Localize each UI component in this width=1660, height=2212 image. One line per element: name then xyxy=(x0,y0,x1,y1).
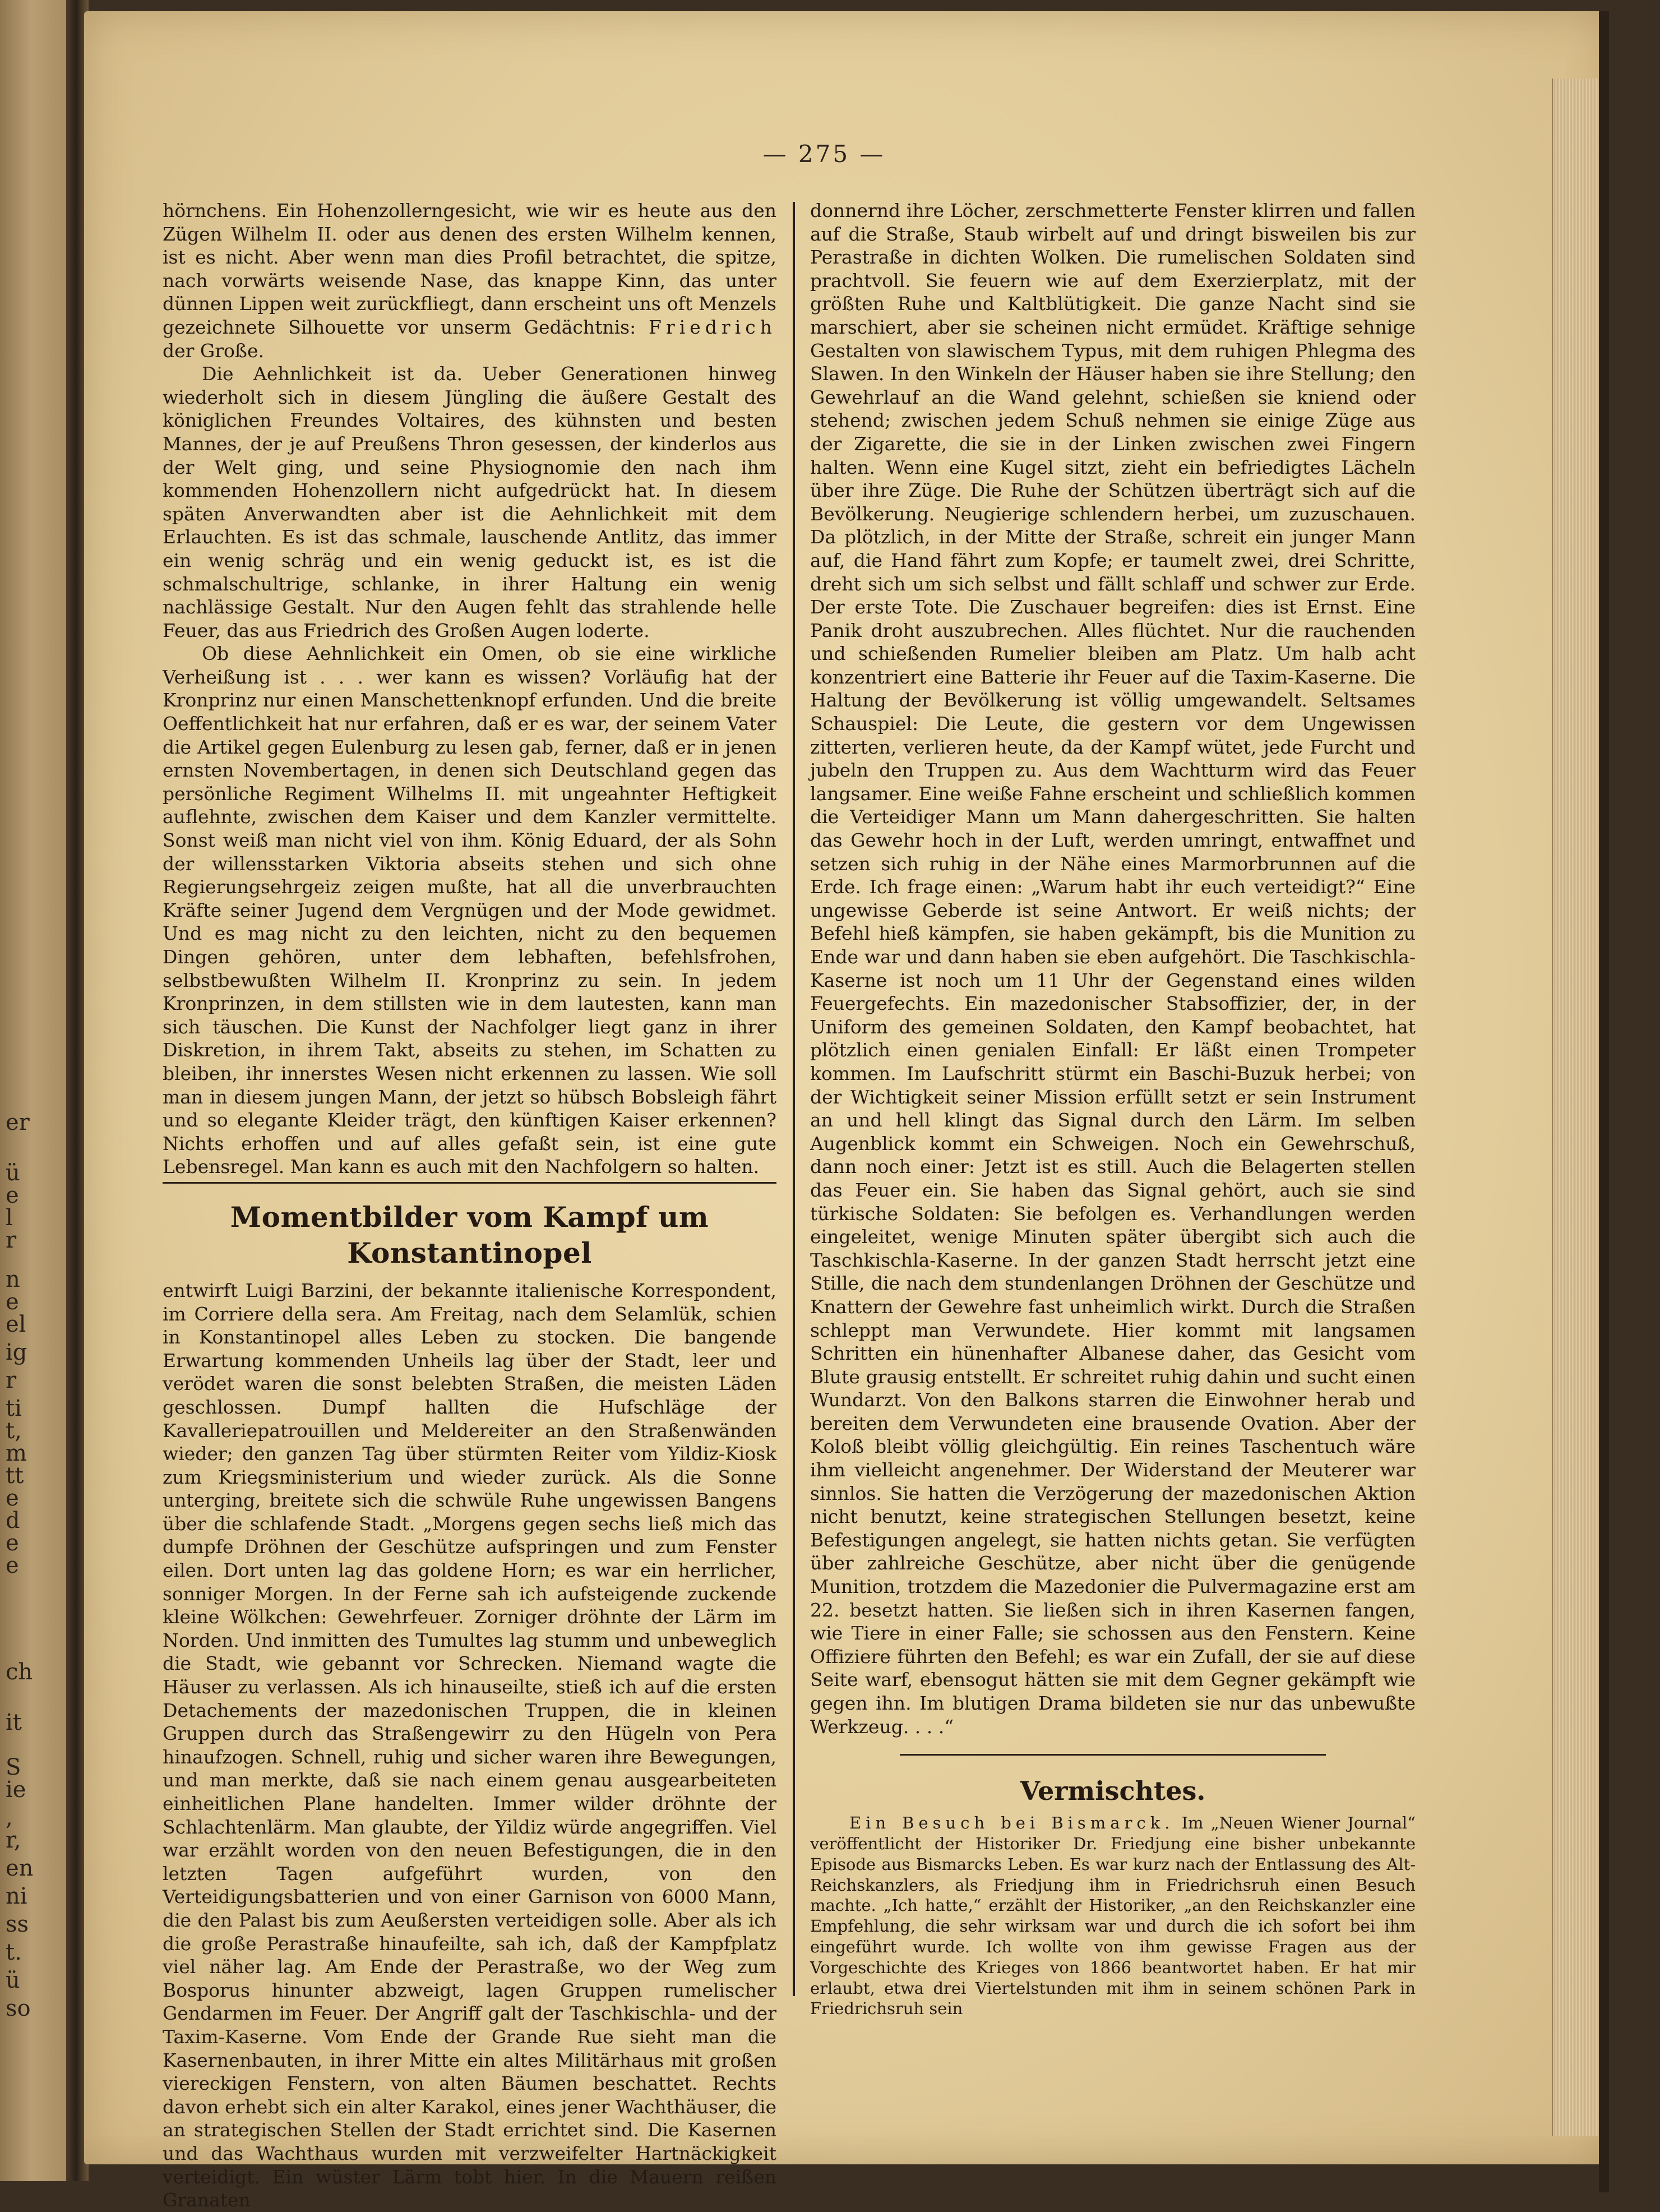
previous-page-fragment: n xyxy=(6,1267,20,1292)
previous-page-fragment: d xyxy=(6,1508,20,1534)
previous-page-fragment: e xyxy=(6,1530,19,1556)
right-column xyxy=(810,199,1416,2019)
article-divider xyxy=(163,1182,776,1184)
previous-page-fragment: r xyxy=(6,1227,17,1253)
article-headline: Momentbilder vom Kampf um Konstantinopel xyxy=(230,1200,709,1269)
previous-page-fragment: e xyxy=(6,1553,19,1578)
article-paragraph: Ein Besuch bei Bismarck. Im „Neuen Wiener Journal“ veröffentlicht der Historiker Dr. Friedjung eine bisher unbekannte Episode aus Bismarcks Leben. Es war kurz nach der Entlassung des Alt-Reichskanzlers, als Friedjung ihm in Friedrichsruh einen Besuch machte. „Ich hatte,“ erzählt der Historiker, „an den Reichskanzler eine Empfehlung, die sehr wirksam war und durch die ich sofort bei ihm eingeführt wurde. Ich wollte von ihm gewisse Fragen aus der Vorgeschichte des Krieges von 1866 beantwortet haben. Er hat mir erlaubt, etwa drei Viertelstunden mit ihm in seinem schönen Park in Friedrichsruh sein xyxy=(810,1813,1416,2019)
previous-page-fragment: t, xyxy=(6,1418,22,1444)
previous-page-fragment: l xyxy=(6,1205,13,1231)
article-paragraph: Ob diese Aehnlichkeit ein Omen, ob sie eine wirkliche Verheißung ist . . . wer kann es wissen? Vorläufig hat der Kronprinz nur einen Manschettenknopf erfunden. Und die breite Oeffentlichkeit hat nur erfahren, daß er es war, der seinem Vater die Artikel gegen Eulenburg zu lesen gab, ferner, daß er in jenen ernsten Novembertagen, in denen sich Deutschland gegen das persönliche Regiment Wilhelms II. mit ungeahnter Heftigkeit auflehnte, zwischen dem Kaiser und dem Kanzler vermittelte. Sonst weiß man nicht viel von ihm. König Eduard, der als Sohn der willensstarken Viktoria abseits stehen und sich ohne Regierungsehrgeiz zeigen mußte, hat all die unverbrauchten Kräfte seiner Jugend dem Vergnügen und der Mode gewidmet. Und es mag nicht zu den leichten, nicht zu den bequemen Dingen gehören, unter dem lebhaften, befehlsfrohen, selbstbewußten Wilhelm II. Kronprinz zu sein. In jedem Kronprinzen, in dem stillsten wie in dem lautesten, kann man sich täuschen. Die Kunst der Nachfolger liegt ganz in ihrer Diskretion, in ihrem Takt, abseits zu stehen, im Schatten zu bleiben, ihr innerstes Wesen nicht erkennen zu lassen. Wie soll man in diesem jungen Mann, der jetzt so hübsch Bobsleigh fährt und so elegante Kleider trägt, den künftigen Kaiser erkennen? Nichts erhoffen und auf alles gefaßt sein, ist eine gute Lebensregel. Man kann es auch mit den Nachfolgern so halten. xyxy=(163,643,776,1178)
previous-page-fragment: r, xyxy=(6,1827,21,1853)
previous-page-fragment: ss xyxy=(6,1911,29,1937)
page-number: — 275 — xyxy=(762,140,886,168)
item-lead: Ein Besuch bei Bismarck. xyxy=(849,1813,1175,1833)
previous-page-fragment: ü xyxy=(6,1968,20,1993)
left-column xyxy=(163,199,776,2212)
previous-page-fragment: t. xyxy=(6,1939,22,1965)
previous-page-fragment: e xyxy=(6,1289,19,1315)
previous-page-fragment: e xyxy=(6,1183,19,1208)
previous-page-fragment: tt xyxy=(6,1463,24,1489)
section-heading: Vermischtes. xyxy=(1020,1776,1206,1807)
book-cover-edge xyxy=(1599,11,1609,2192)
article-paragraph: hörnchens. Ein Hohenzollerngesicht, wie wir es heute aus den Zügen Wilhelm II. oder aus denen des ersten Wilhelm kennen, ist es nicht. Aber wenn man dies Profil betrachtet, die spitze, nach vorwärts weisende Nase, das knappe Kinn, das unter dünnen Lippen weit zurückfliegt, dann erscheint uns oft Menzels gezeichnete Silhouette vor unserm Gedächtnis: Friedrich der Große. xyxy=(163,200,776,362)
previous-page-fragment: ti xyxy=(6,1396,22,1421)
article-paragraph: entwirft Luigi Barzini, der bekannte italienische Korrespondent, im Corriere della sera. Am Freitag, nach dem Selamlük, schien in Konstantinopel alles Leben zu stocken. Die bangende Erwartung kommenden Unheils lag über der Stadt, leer und verödet waren die sonst belebten Straßen, die meisten Läden geschlossen. Dumpf hallten die Hufschläge der Kavalleriepatrouillen und Meldereiter an den Straßenwänden wieder; den ganzen Tag über stürmten Reiter vom Yildiz-Kiosk zum Kriegsministerium und wieder zurück. Als die Sonne unterging, breitete sich die schwüle Ruhe ungewissen Bangens über die schlafende Stadt. „Morgens gegen sechs ließ mich das dumpfe Dröhnen der Geschütze aufspringen und zum Fenster eilen. Dort unten lag das goldene Horn; es war ein herrlicher, sonniger Morgen. In der Ferne sah ich aufsteigende zuckende kleine Wölkchen: Gewehrfeuer. Zorniger dröhnte der Lärm im Norden. Und inmitten des Tumultes lag stumm und unbeweglich die Stadt, wie gebannt vor Schrecken. Niemand wagte die Häuser zu verlassen. Als ich hinauseilte, stieß ich auf die ersten Detachements der mazedonischen Truppen, die in kleinen Gruppen durch das Straßengewirr zu den Hügeln von Pera hinaufzogen. Schnell, ruhig und sicher waren ihre Bewegungen, und man merkte, daß sie nach einem genau ausgearbeiteten einheitlichen Plane handelten. Immer wilder dröhnte der Schlachtenlärm. Man glaubte, der Yildiz würde angegriffen. Viel war erzählt worden von den neuen Befestigungen, die in den letzten Tagen aufgeführt wurden, von den Verteidigungsbatterien und von einer Garnison von 6000 Mann, die den Palast bis zum Aeußersten verteidigen solle. Aber als ich die große Perastraße hinaufeilte, sah ich, daß der Kampfplatz viel näher lag. Am Ende der Perastraße, wo der Weg zum Bosporus hinunter abzweigt, lagen Gruppen rumelischer Gendarmen im Feuer. Der Angriff galt der Taschkischla- und der Taxim-Kaserne. Vom Ende der Grande Rue sieht man die Kasernenbauten, in ihrer Mitte ein altes Militärhaus mit großen viereckigen Fenstern, von alten Bäumen beschattet. Rechts davon erhebt sich ein alter Karakol, eines jener Wachthäuser, die an strategischen Stellen der Stadt errichtet sind. Die Kasernen und das Wachthaus wurden mit verzweifelter Hartnäckigkeit verteidigt. Ein wüster Lärm tobt hier. In die Mauern reißen Granaten xyxy=(163,1279,776,2211)
previous-page-fragment: so xyxy=(6,1996,31,2021)
previous-page-fragment: er xyxy=(6,1110,30,1135)
previous-page-fragment: m xyxy=(6,1440,27,1466)
previous-page-fragment: r xyxy=(6,1368,17,1393)
article-paragraph: Die Aehnlichkeit ist da. Ueber Generationen hinweg wiederholt sich in diesem Jüngling die äußere Gestalt des königlichen Freundes Voltaires, des kühnsten und besten Mannes, der je auf Preußens Thron gesessen, der kinderlos aus der Welt ging, und seine Physiognomie den nach ihm kommenden Hohenzollern nicht aufgedrückt hat. In diesem späten Anverwandten aber ist die Aehnlichkeit mit dem Erlauchten. Es ist das schmale, lauschende Antlitz, das immer ein wenig schräg und ein wenig geduckt ist, es ist die schmalschultrige, schlanke, in ihrer Haltung ein wenig nachlässige Gestalt. Nur den Augen fehlt das strahlende helle Feuer, das aus Friedrich des Großen Augen loderte. xyxy=(163,363,776,641)
article-paragraph: donnernd ihre Löcher, zerschmetterte Fenster klirren und fallen auf die Straße, Staub wirbelt auf und dringt bisweilen bis zur Perastraße in dichten Wolken. Die rumelischen Soldaten sind prachtvoll. Sie feuern wie auf dem Exerzierplatz, mit der größten Ruhe und Kaltblütigkeit. Die ganze Nacht sind sie marschiert, aber sie scheinen nicht ermüdet. Kräftige sehnige Gestalten von slawischem Typus, mit dem ruhigen Phlegma des Slawen. In den Winkeln der Häuser haben sie ihre Stellung; den Gewehrlauf an die Wand gelehnt, schießen sie kniend oder stehend; zwischen jedem Schuß nehmen sie einige Züge aus der Zigarette, die sie in der Linken zwischen zwei Fingern halten. Wenn eine Kugel sitzt, zieht ein befriedigtes Lächeln über ihre Züge. Die Ruhe der Schützen überträgt sich auf die Bevölkerung. Neugierige schlendern herbei, um zuzuschauen. Da plötzlich, in der Mitte der Straße, schreit ein junger Mann auf, die Hand fährt zum Kopfe; er taumelt zwei, drei Schritte, dreht sich um sich selbst und fällt schlaff und schwer zur Erde. Der erste Tote. Die Zuschauer begreifen: dies ist Ernst. Eine Panik droht auszubrechen. Alles flüchtet. Nur die rauchenden und schießenden Rumelier bleiben am Platz. Um halb acht konzentriert eine Batterie ihr Feuer auf die Taxim-Kaserne. Die Haltung der Bevölkerung ist völlig umgewandelt. Seltsames Schauspiel: Die Leute, die gestern vor dem Ungewissen zitterten, verlieren heute, da der Kampf wütet, jede Furcht und jubeln den Truppen zu. Aus dem Wachtturm wird das Feuer langsamer. Eine weiße Fahne erscheint und schließlich kommen die Verteidiger Mann um Mann dahergeschritten. Sie halten das Gewehr hoch in der Luft, werden umringt, entwaffnet und setzen sich ruhig in der Nähe eines Marmorbrunnen auf die Erde. Ich frage einen: „Warum habt ihr euch verteidigt?“ Eine ungewisse Geberde ist seine Antwort. Er weiß nichts; der Befehl hieß kämpfen, sie haben gekämpft, bis die Munition zu Ende war und dann haben sie eben aufgehört. Die Taschkischla-Kaserne ist noch um 11 Uhr der Gegenstand eines wilden Feuergefechts. Ein mazedonischer Stabsoffizier, der, in der Uniform des gemeinen Soldaten, den Kampf beobachtet, hat plötzlich einen genialen Einfall: Er läßt einen Trompeter kommen. Im Laufschritt stürmt ein Baschi-Buzuk herbei; von der Wichtigkeit seiner Mission erfüllt setzt er sein Instrument an und hell klingt das Signal durch den Lärm. Im selben Augenblick kommt ein Schweigen. Noch ein Gewehrschuß, dann noch einer: Jetzt ist es still. Auch die Belagerten stellen das Feuer ein. Sie haben das Signal gehört, auch sie sind türkische Soldaten: Sie befolgen es. Verhandlungen werden eingeleitet, wenige Minuten später übergibt sich auch die Taschkischla-Kaserne. In der ganzen Stadt herrscht jetzt eine Stille, die nach dem stundenlangen Dröhnen der Geschütze und Knattern der Gewehre fast unheimlich wirkt. Durch die Straßen schleppt man Verwundete. Hier kommt mit langsamen Schritten ein hünenhafter Albanese daher, das Gesicht vom Blute grausig entstellt. Er schreitet ruhig dahin und sucht einen Wundarzt. Von den Balkons starren die Einwohner herab und bereiten dem Verwundeten eine brausende Ovation. Aber der Koloß bleibt völlig gleichgültig. Ein reines Taschentuch wäre ihm vielleicht angenehmer. Der Widerstand der Meuterer war sinnlos. Sie hatten die Verzögerung der mazedonischen Aktion nicht benutzt, keine strategischen Stellungen besetzt, keine Befestigungen angelegt, sie hatten nichts getan. Sie verfügten über zahlreiche Geschütze, aber nicht über die genügende Munition, trotzdem die Mazedonier die Pulvermagazine erst am 22. besetzt hatten. Sie ließen sich in ihren Kasernen fangen, wie Tiere in einer Falle; sie schossen aus den Fenstern. Keine Offiziere führten den Befehl; es war ein Zufall, der sie auf diese Seite warf, ebensogut hätten sie mit dem Gegner gekämpft wie gegen ihn. Im blutigen Drama bildeten sie nur das unbewußte Werkzeug. . . .“ xyxy=(810,200,1416,1738)
previous-page-fragment: ig xyxy=(6,1340,27,1365)
column-divider xyxy=(793,202,795,1996)
previous-page-fragment: ch xyxy=(6,1659,33,1685)
previous-page-fragment: ie xyxy=(6,1777,26,1803)
previous-page-fragment: ni xyxy=(6,1883,27,1909)
spaced-name: Friedrich xyxy=(649,316,776,338)
section-divider xyxy=(900,1754,1326,1756)
previous-page-fragment: el xyxy=(6,1312,26,1337)
previous-page-fragment: e xyxy=(6,1485,19,1511)
previous-page-fragment: en xyxy=(6,1855,34,1881)
previous-page-fragment: it xyxy=(6,1710,22,1735)
previous-page-fragment: S xyxy=(6,1754,21,1780)
previous-page-fragment: , xyxy=(6,1805,13,1831)
previous-page-fragment: ü xyxy=(6,1160,20,1186)
